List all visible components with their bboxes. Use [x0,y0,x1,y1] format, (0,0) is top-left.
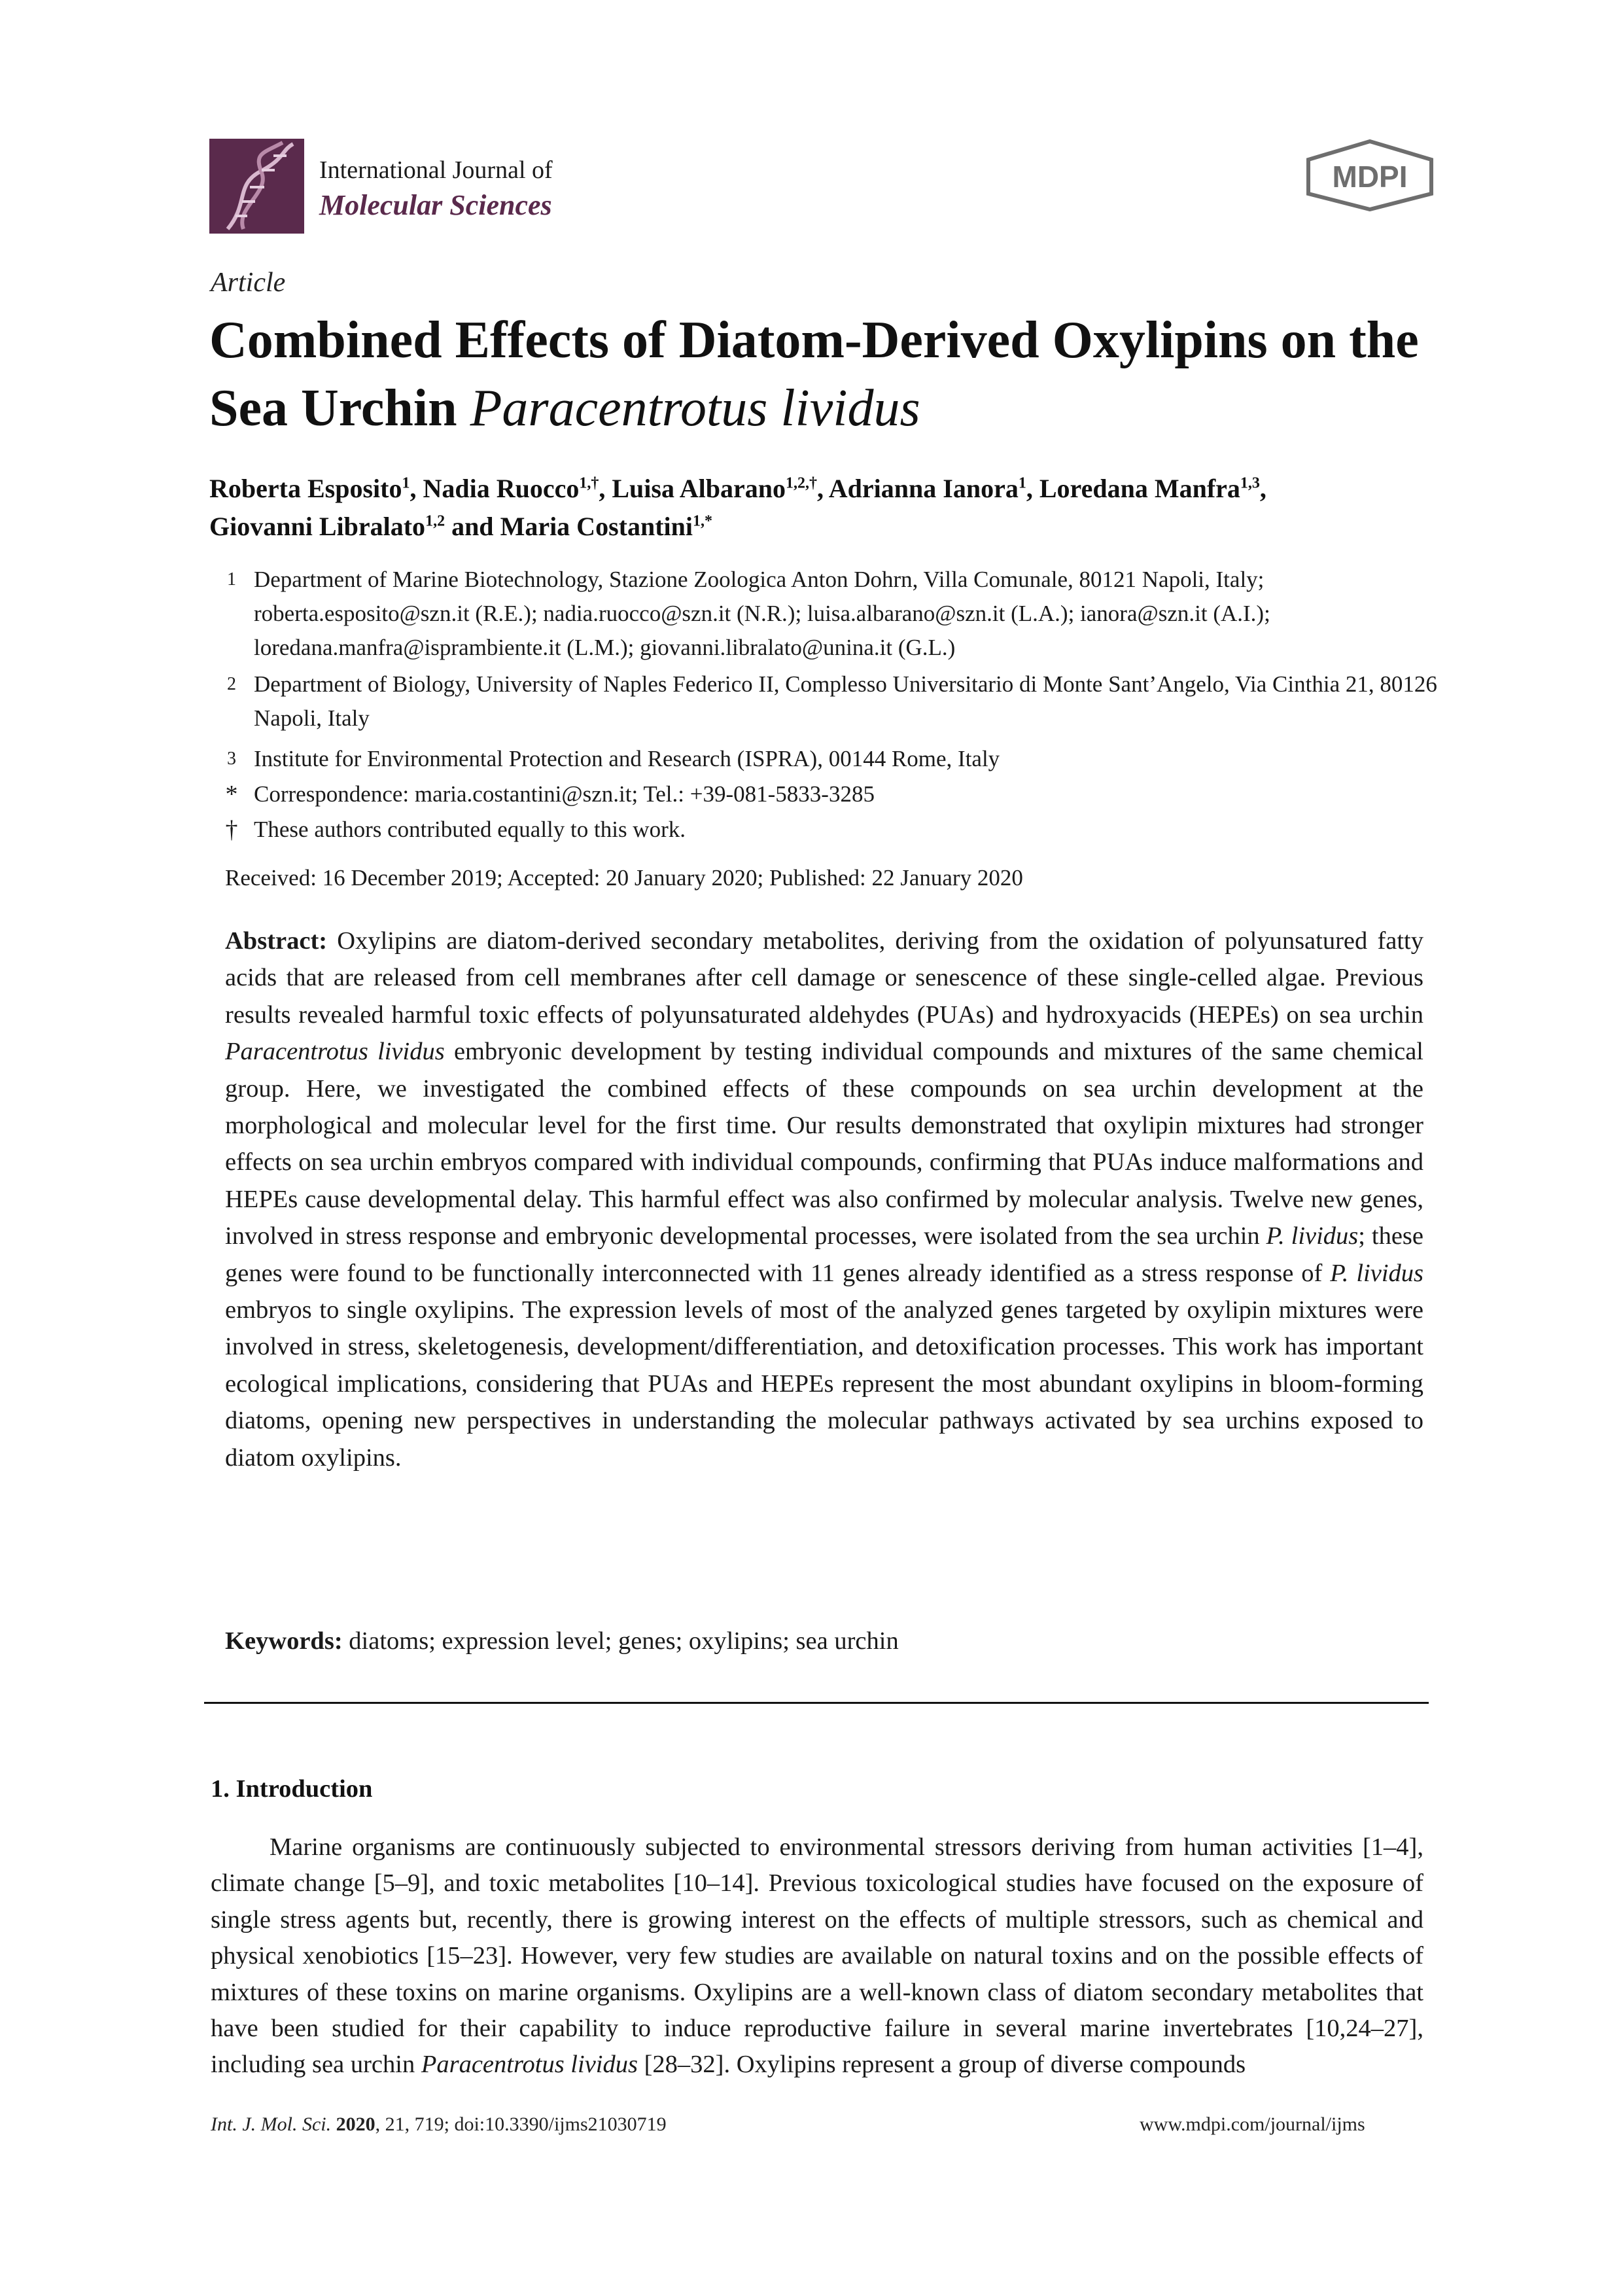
author-name[interactable]: Maria Costantini [500,512,693,541]
author-affiliation-mark: 1,2 [425,512,445,530]
author-separator: , [410,474,423,503]
dna-helix-icon [209,139,304,234]
species-name: P. lividus [1330,1259,1424,1287]
publication-dates: Received: 16 December 2019; Accepted: 20 January 2020; Published: 22 January 2020 [225,865,1023,891]
citation-year: 2020 [336,2113,375,2135]
author-separator: and [445,512,500,541]
publisher-logo [1304,139,1435,212]
affiliation-text: Institute for Environmental Protection and Research (ISPRA), 00144 Rome, Italy [254,746,1000,771]
abstract-label: Abstract: [225,927,328,955]
article-type: Article [211,268,286,298]
species-name: Paracentrotus lividus [225,1038,445,1066]
body-text: Marine organisms are continuously subjected to environmental stressors deriving from human activities [1–4], climate change [5–9], and toxic metabolites [10–14]. Previous toxicological studies have focused on the exposure of single stress agents but, recently, there is growing interest on the effects of multiple stressors, such as chemical and physical xenobiotics [15–23]. However, very few studies are available on natural toxins and on the possible effects of mixtures of these toxins on marine organisms. Oxylipins are a well-known class of diatom secondary metabolites that have been studied for their capability to induce reproductive failure in several marine invertebrates [10,24–27], including sea urchin [211,1833,1423,2079]
author-affiliation-mark: 1,† [579,474,599,492]
citation-details: , 21, 719; doi:10.3390/ijms21030719 [375,2113,667,2135]
affiliation-mark: 1 [227,569,236,590]
affiliation-mark: * [225,781,238,808]
section-heading: 1. Introduction [211,1775,373,1803]
publisher-name: MDPI [1332,160,1408,194]
author-name[interactable]: Giovanni Libralato [209,512,426,541]
mdpi-hexagon-icon [1304,139,1435,212]
correspondence-text: Correspondence: maria.costantini@szn.it; Tel.: +39-081-5833-3285 [254,781,875,807]
title-species: Paracentrotus lividus [470,380,920,437]
journal-url-link[interactable]: www.mdpi.com/journal/ijms [1140,2113,1365,2135]
abstract-text: embryos to single oxylipins. The expression levels of most of the analyzed genes targeted by oxylipin mixtures were involved in stress, skeletogenesis, development/differentiation, and detoxification processes. This work has important ecological implications, considering that PUAs and HEPEs represent the most abundant oxylipins in bloom-forming diatoms, opening new perspectives in understanding the molecular pathways activated by sea urchins exposed to diatom oxylipins. [225,1296,1423,1472]
author-name[interactable]: Luisa Albarano [612,474,786,503]
species-name: Paracentrotus lividus [421,2051,638,2079]
journal-logo [209,139,304,234]
author-affiliation-mark: 1 [1018,474,1026,492]
author-list [209,470,1439,546]
journal-abbrev: Int. J. Mol. Sci. [211,2113,332,2135]
author-affiliation-mark: 1,3 [1240,474,1260,492]
author-separator: , [817,474,829,503]
author-separator: , [1026,474,1039,503]
keywords-text: diatoms; expression level; genes; oxylipins; sea urchin [342,1627,899,1655]
affiliation-mark: 2 [227,674,236,694]
species-name: P. lividus [1266,1222,1359,1250]
author-affiliation-mark: 1,* [693,512,712,530]
author-affiliation-mark: 1 [402,474,410,492]
article-title [209,306,1439,442]
body-text: [28–32]. Oxylipins represent a group of diverse compounds [637,2051,1246,2079]
equal-contribution-note: These authors contributed equally to this work. [254,817,686,842]
affiliation-text: Department of Biology, University of Naples Federico II, Complesso Universitario di Monte Sant’Angelo, Via Cinthia 21, 80126 Napoli, Italy [254,671,1437,731]
affiliation-mark: 3 [227,749,236,769]
citation-footer [211,2113,667,2136]
title-text: Combined Effects of Diatom-Derived Oxylipins on the Sea Urchin [209,311,1419,437]
author-name[interactable]: Loredana Manfra [1039,474,1240,503]
abstract [225,923,1423,1476]
affiliation-text: Department of Marine Biotechnology, Stazione Zoologica Anton Dohrn, Villa Comunale, 80121 Napoli, Italy; roberta.esposito@szn.it (R.E.); nadia.ruocco@szn.it (N.R.); luisa.albarano@szn.it (L.A.); ianora@szn.it (A.I.); loredana.manfra@isprambiente.it (L.M.); giovanni.libralato@unina.it (G.L.) [254,567,1270,660]
author-name[interactable]: Roberta Esposito [209,474,402,503]
author-affiliation-mark: 1,2,† [786,474,817,492]
abstract-text: Oxylipins are diatom-derived secondary metabolites, deriving from the oxidation of polyunsatured fatty acids that are released from cell membranes after cell damage or senescence of these single-celled algae. Previous results revealed harmful toxic effects of polyunsaturated aldehydes (PUAs) and hydroxyacids (HEPEs) on sea urchin [225,927,1423,1029]
keywords-label: Keywords: [225,1627,343,1655]
author-separator: , [599,474,612,503]
section-divider [204,1702,1429,1704]
abstract-text: embryonic development by testing individual compounds and mixtures of the same chemical group. Here, we investigated the combined effects of these compounds on sea urchin development at the morphological and molecular level for the first time. Our results demonstrated that oxylipin mixtures had stronger effects on sea urchin embryos compared with individual compounds, confirming that PUAs induce malformations and HEPEs cause developmental delay. This harmful effect was also confirmed by molecular analysis. Twelve new genes, involved in stress response and embryonic developmental processes, were isolated from the sea urchin [225,1038,1423,1250]
keywords [225,1627,899,1655]
affiliation-mark: † [225,816,238,843]
journal-name-line2: Molecular Sciences [319,189,552,221]
abstract-text: ; these genes were found to be functionally interconnected with 11 genes already identified as a stress response of [225,1222,1424,1287]
journal-name-line1: International Journal of [319,156,553,184]
author-name[interactable]: Nadia Ruocco [423,474,580,503]
author-name[interactable]: Adrianna Ianora [828,474,1019,503]
introduction-paragraph [211,1829,1423,2083]
author-separator: , [1259,474,1266,503]
